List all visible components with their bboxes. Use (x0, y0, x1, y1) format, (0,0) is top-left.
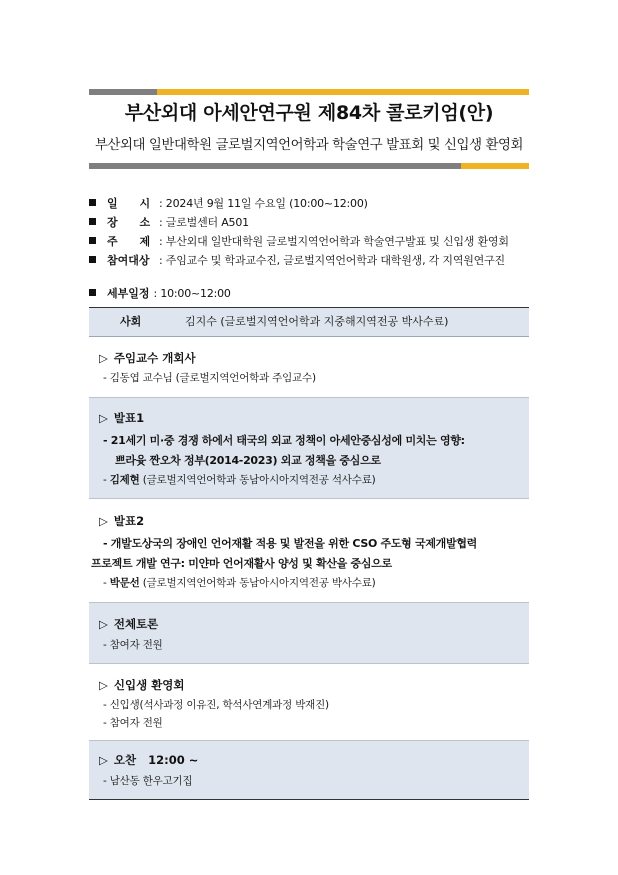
presentation-title-line: 프로젝트 개발 연구: 미얀마 언어재활사 양성 및 확산을 중심으로 (91, 557, 392, 570)
program-line: - 신입생(석사과정 이유진, 학석사연계과정 박재진) (103, 699, 329, 711)
bottom-bar-gold (461, 163, 529, 169)
info-label: 장 소 (107, 216, 160, 229)
schedule-value: : 10:00~12:00 (153, 287, 231, 300)
bullet-square-icon (89, 199, 96, 206)
info-value: : 글로벌센터 A501 (159, 216, 249, 229)
host-label: 사회 (120, 315, 142, 328)
info-label: 참여대상 (107, 254, 150, 267)
triangle-bullet-icon: ▷ (99, 514, 108, 528)
triangle-bullet-icon: ▷ (99, 753, 108, 767)
presenter-detail: (글로벌지역언어학과 동남아시아지역전공 석사수료) (142, 474, 376, 486)
host-row (89, 307, 529, 337)
info-value: : 주임교수 및 학과교수진, 글로벌지역언어학과 대학원생, 각 지역원연구진 (159, 254, 505, 267)
top-bar-gray (89, 89, 157, 95)
bullet-square-icon (89, 218, 96, 225)
presenter-name: 박문선 (109, 577, 140, 589)
triangle-bullet-icon: ▷ (99, 678, 108, 692)
program-heading: ▷ 오찬 12:00 ~ (99, 753, 199, 767)
info-date (89, 196, 549, 212)
presenter-detail: (글로벌지역언어학과 동남아시아지역전공 박사수료) (142, 577, 376, 589)
program-lunch (89, 741, 529, 800)
info-value: : 2024년 9월 11일 수요일 (10:00~12:00) (159, 197, 368, 210)
info-label: 주 제 (107, 235, 160, 248)
presentation-title-line: - 21세기 미·중 경쟁 하에서 태국의 외교 정책이 아세안중심성에 미치는 영향: (103, 434, 465, 447)
schedule-label: 세부일정 (107, 287, 150, 300)
triangle-bullet-icon: ▷ (99, 351, 108, 365)
top-bar-gold (157, 89, 529, 95)
bullet-square-icon (89, 237, 96, 244)
page-subtitle: 부산외대 일반대학원 글로벌지역언어학과 학술연구 발표회 및 신입생 환영회 (94, 138, 524, 153)
info-schedule (89, 286, 549, 302)
program-heading: ▷ 전체토론 (99, 617, 159, 631)
triangle-bullet-icon: ▷ (99, 411, 108, 425)
top-accent-bar (89, 89, 529, 95)
program-presentation-2 (89, 499, 529, 603)
info-value: : 부산외대 일반대학원 글로벌지역언어학과 학술연구발표 및 신입생 환영회 (159, 235, 509, 248)
program-discussion (89, 603, 529, 664)
info-topic (89, 234, 549, 250)
program-heading: ▷ 발표1 (99, 411, 145, 425)
program-line: - 남산동 한우고기집 (103, 775, 193, 787)
program-line: - 참여자 전원 (103, 717, 163, 729)
bottom-accent-bar (89, 163, 529, 169)
page-title: 부산외대 아세안연구원 제84차 콜로키엄(안) (124, 102, 494, 124)
program-line: - 김동엽 교수님 (글로벌지역언어학과 주임교수) (103, 372, 316, 384)
presentation-title-line: 쁘라윳 짠오차 정부(2014-2023) 외교 정책을 중심으로 (115, 454, 381, 467)
program-line: - 참여자 전원 (103, 639, 163, 651)
program-heading: ▷ 발표2 (99, 514, 145, 528)
program-presentation-1 (89, 398, 529, 499)
info-label: 일 시 (107, 197, 160, 210)
program-heading: ▷ 주임교수 개회사 (99, 351, 196, 365)
program-welcome-party (89, 664, 529, 741)
presenter-line: - 박문선 (글로벌지역언어학과 동남아시아지역전공 박사수료) (103, 577, 376, 589)
bottom-bar-gray (89, 163, 461, 169)
program-heading: ▷ 신입생 환영회 (99, 678, 185, 692)
presenter-line: - 김제현 (글로벌지역언어학과 동남아시아지역전공 석사수료) (103, 474, 376, 486)
presenter-name: 김제현 (109, 474, 140, 486)
bullet-square-icon (89, 289, 96, 296)
bullet-square-icon (89, 256, 96, 263)
info-place (89, 215, 549, 231)
presentation-title-line: - 개발도상국의 장애인 언어재활 적용 및 발전을 위한 CSO 주도형 국제개발협력 (103, 537, 477, 550)
program-opening-address (89, 336, 529, 398)
triangle-bullet-icon: ▷ (99, 617, 108, 631)
host-value: 김지수 (글로벌지역언어학과 지중해지역전공 박사수료) (185, 315, 449, 328)
info-participants (89, 253, 549, 269)
